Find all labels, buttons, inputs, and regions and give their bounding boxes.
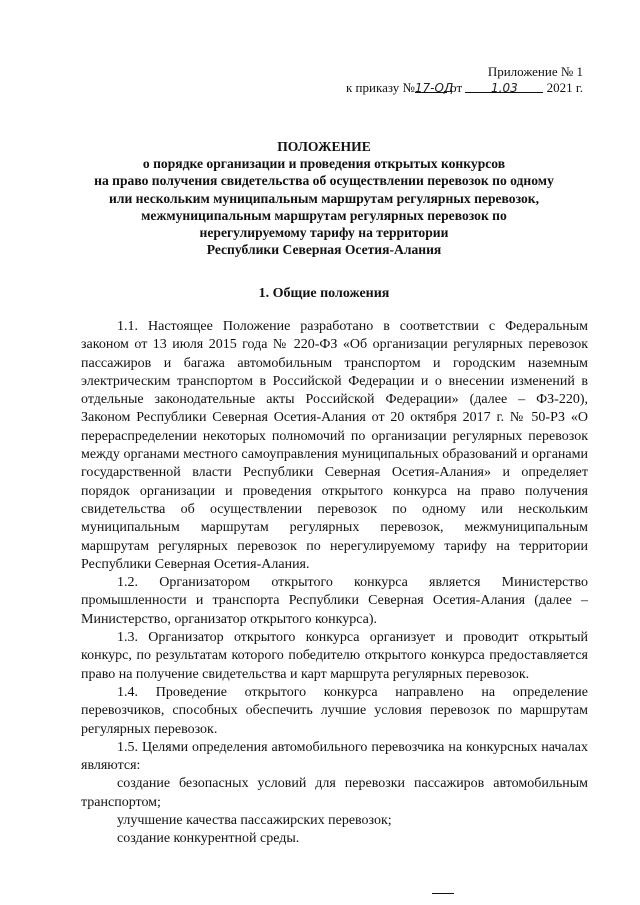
goal-item: создание конкурентной среды. (117, 831, 300, 847)
document-title (60, 138, 588, 258)
order-year: 2021 г. (546, 80, 583, 95)
paragraph-1-1: 1.1. Настоящее Положение разработано в соответствии с Федеральным законом от 13 июля 2015 года № 220-ФЗ «Об организации регулярных перевозок пассажиров и багажа автомобильным транспортом и городским наземным электрическим транспортом в Российской Федерации и о внесении изменений в отдельные законодательные акты Российской Федерации» (далее – ФЗ-220), Законом Республики Северная Осетия-Алания от 20 октября 2017 г. № 50-РЗ «О перераспределении некоторых полномочий по организации регулярных перевозок между органами местного самоуправления муниципальных образований и органами государственной власти Республики Северная Осетия-Алания» и определяет порядок организации и проведения открытого конкурса на право получения свидетельства об осуществлении перевозок по одному или нескольким муниципальным маршрутам регулярных перевозок, межмуниципальным маршрутам регулярных перевозок по нерегулируемому тарифу на территории Республики Северная Осетия-Алания. (81, 319, 588, 572)
paragraph-1-2: 1.2. Организатором открытого конкурса является Министерство промышленности и транспорта Республики Северная Осетия-Алания (далее – Министерство, организатор открытого конкурса). (81, 575, 588, 627)
order-prefix: к приказу № (345, 80, 415, 95)
order-reference (346, 80, 583, 96)
title-line: на право получения свидетельства об осуществлении перевозок по одному (94, 173, 554, 189)
order-date-prefix: от (450, 80, 463, 95)
document-body (81, 318, 588, 849)
paragraph-1-3: 1.3. Организатор открытого конкурса организует и проводит открытый конкурс, по результатам которого победителю открытого конкурса предоставляется право на получение свидетельства и карт маршрута регулярных перевозок. (81, 630, 588, 682)
title-line: о порядке организации и проведения открытых конкурсов (142, 156, 506, 172)
title-line: Республики Северная Осетия-Алания (206, 242, 442, 258)
order-number: 17-ОД (414, 81, 454, 95)
order-date: 1.03 (465, 80, 543, 93)
title-line: или нескольким муниципальным маршрутам регулярных перевозок, (108, 190, 539, 206)
goal-item: создание безопасных условий для перевозки пассажиров автомобильным транспортом; (81, 776, 588, 810)
annex-label: Приложение № 1 (487, 64, 583, 79)
goal-item: улучшение качества пассажирских перевозок; (117, 813, 392, 829)
paragraph-1-4: 1.4. Проведение открытого конкурса направлено на определение перевозчиков, способных обеспечить лучшие условия перевозок по маршрутам регулярных перевозок. (81, 684, 588, 737)
title-line: межмуниципальным маршрутам регулярных перевозок по (141, 207, 507, 223)
section-heading: 1. Общие положения (258, 286, 390, 301)
page-footer-mark (432, 893, 454, 894)
paragraph-1-5: 1.5. Целями определения автомобильного перевозчика на конкурсных началах являются: (81, 739, 588, 774)
title-heading: ПОЛОЖЕНИЕ (277, 139, 371, 154)
title-line: нерегулируемому тарифу на территории (199, 225, 449, 241)
